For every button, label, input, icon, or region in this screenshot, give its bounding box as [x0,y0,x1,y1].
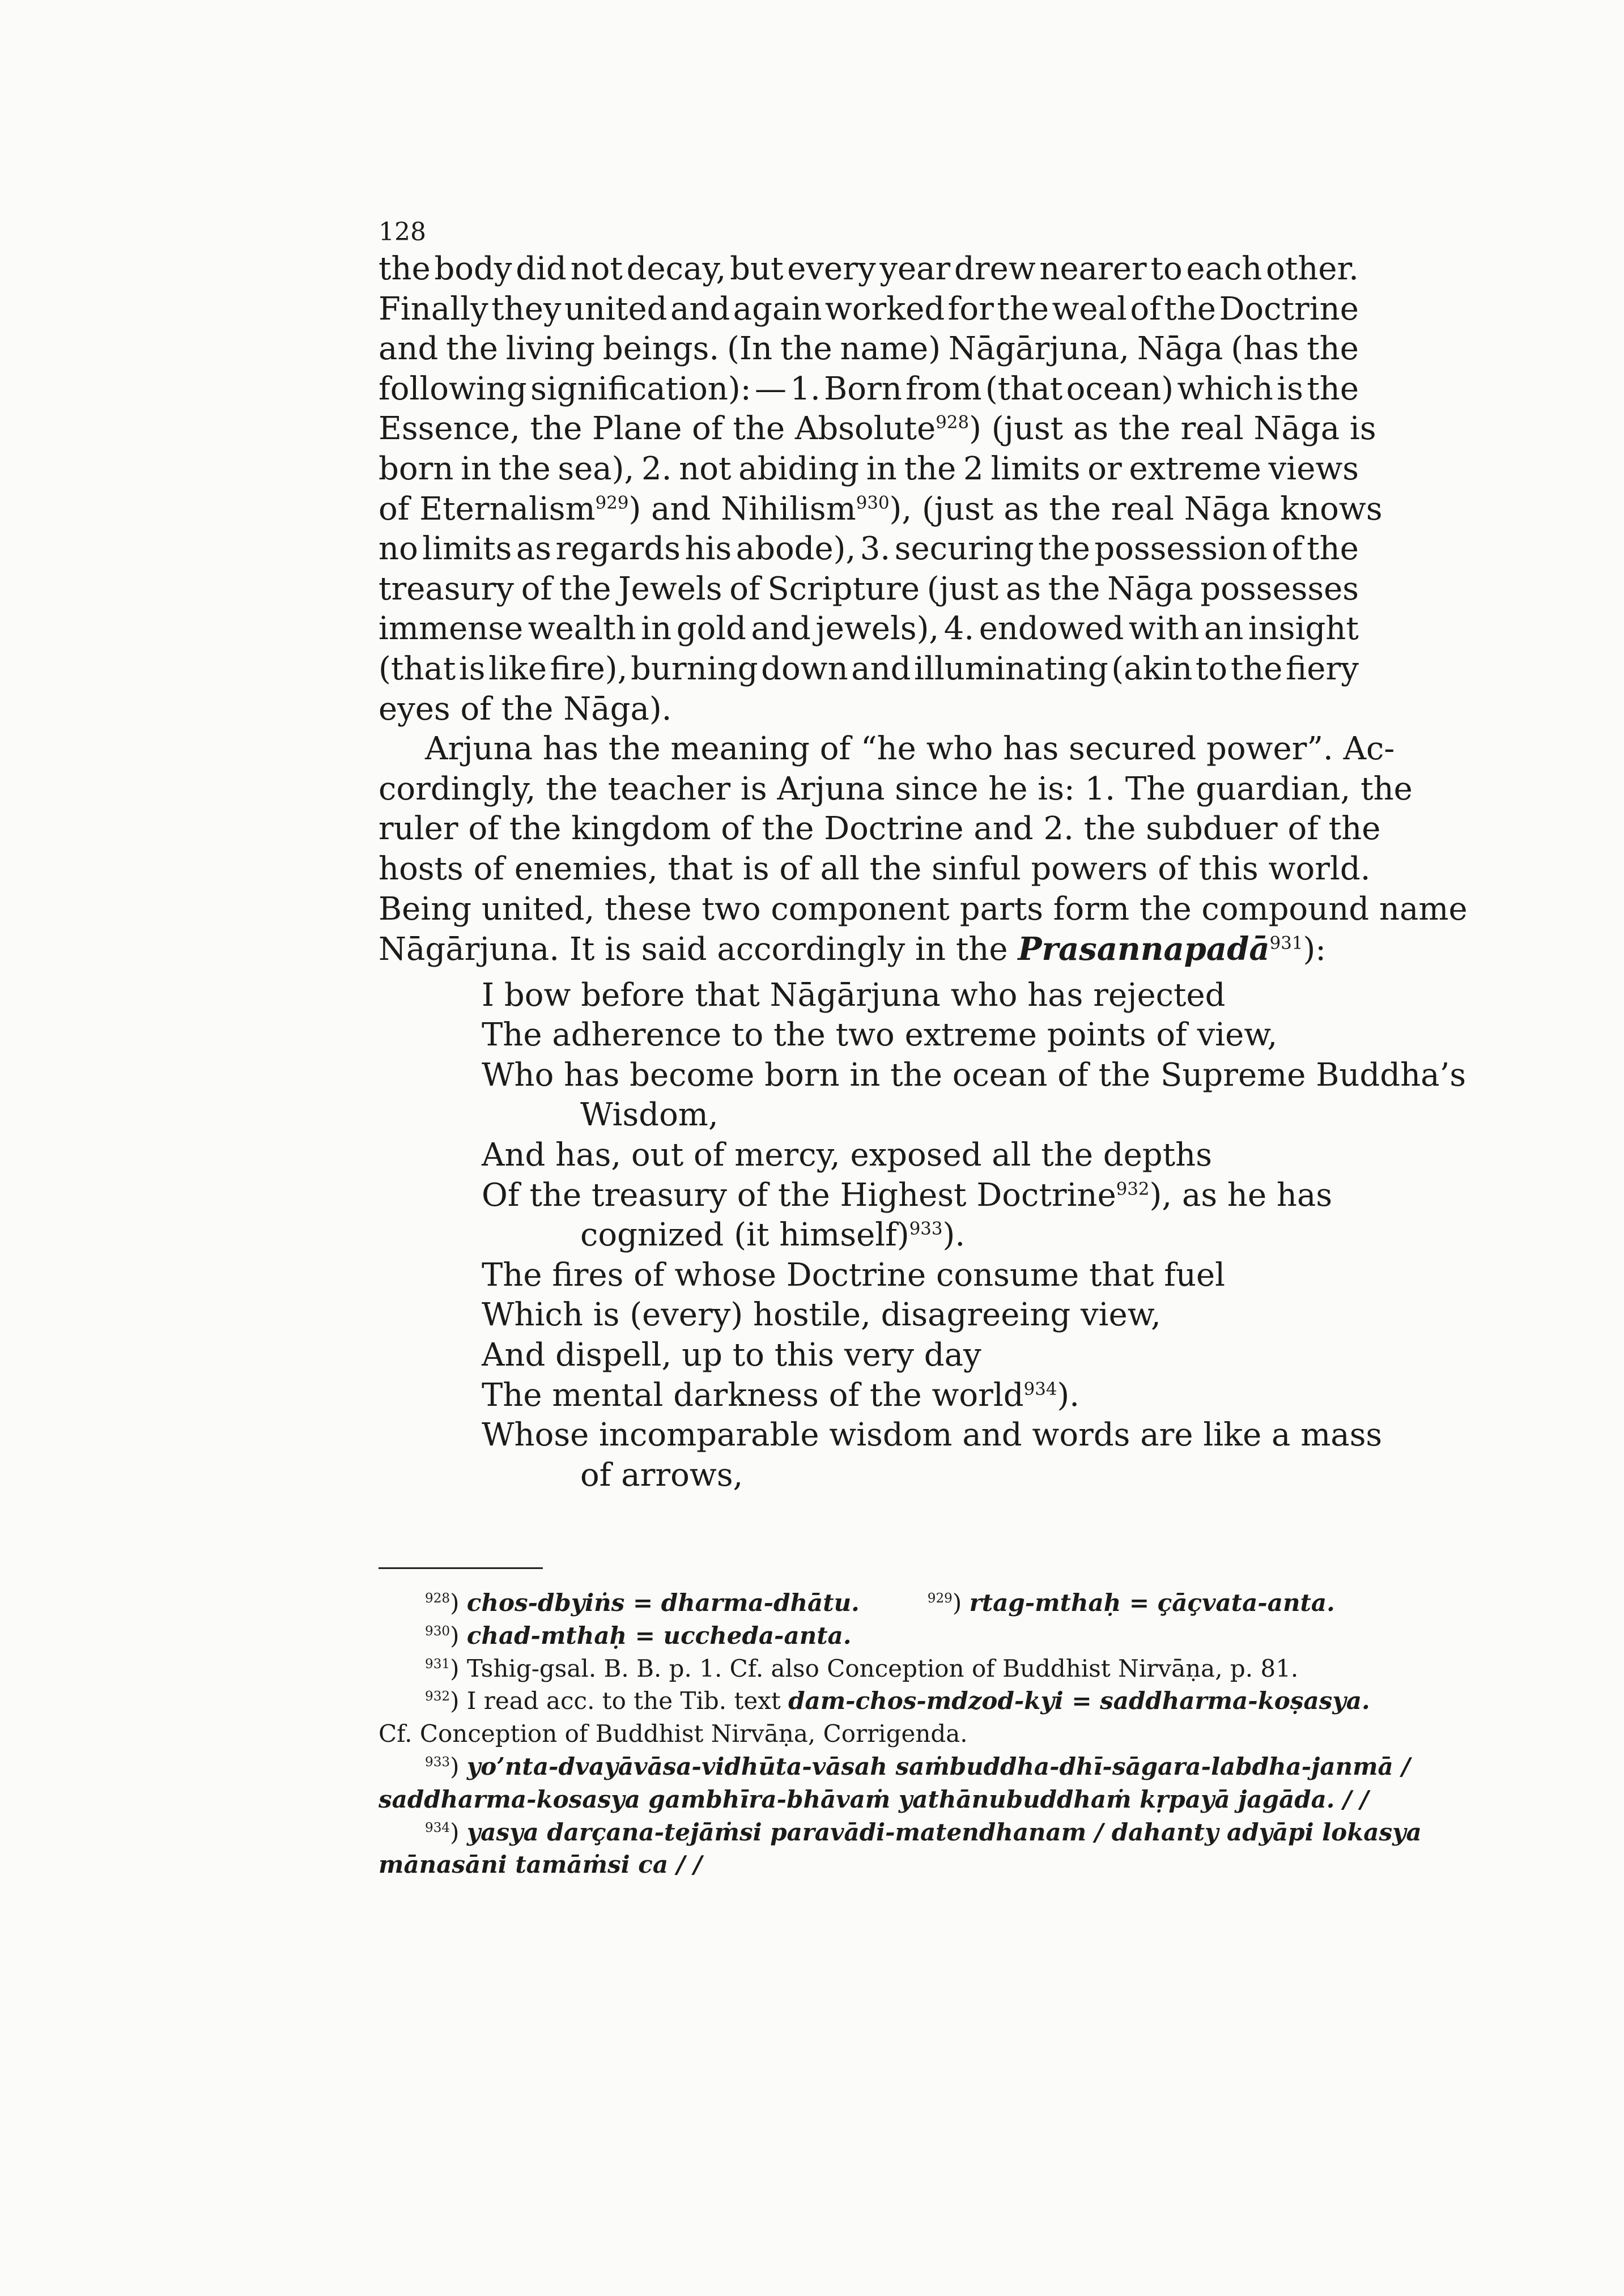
main-text [379,249,1468,1495]
verse-line: cognized (it himself)$^{933}$). [580,1217,966,1254]
verse-line: And dispell, up to this very day [482,1337,981,1374]
verse-line: of arrows, [580,1456,743,1494]
text-line: Arjuna has the meaning of “he who has secured power”. Ac- [425,730,1395,768]
footnote: $^{934}$) yasya darçana-tejāṁsi paravādi-matendhanam / dahanty adyāpi lokasya [425,1818,1422,1846]
verse-line: And has, out of mercy, exposed all the depths [482,1137,1212,1174]
text-line: eyes of the Nāga). [379,690,672,728]
footnote-ref: 929 [595,492,629,513]
text-line: ruler of the kingdom of the Doctrine and 2. the subduer of the [379,810,1381,848]
footnote: $^{928}$) chos-dbyiṅs = dharma-dhātu. $^{929}$) rtag-mthaḥ = çāçvata-anta. [425,1589,1335,1617]
text-line: no limits as regards his abode), 3. securing the possession of the [379,530,1359,568]
footnote-ref: 934 [1023,1378,1057,1399]
verse-line: The adherence to the two extreme points of view, [482,1017,1278,1054]
footnote-ref: 928 [936,412,970,433]
text-line: hosts of enemies, that is of all the sinful powers of this world. [379,850,1371,887]
footnote-ref: 933 [909,1218,943,1239]
text-line: Nāgārjuna. It is said accordingly in the Prasannapadā$^{931}$): [379,930,1327,968]
footnote-ref: 930 [856,492,890,513]
verse-line: Which is (every) hostile, disagreeing view, [482,1296,1161,1334]
text-line: immense wealth in gold and jewels), 4. endowed with an insight [379,610,1359,648]
text-line: Being united, these two component parts form the compound name [379,890,1468,928]
verse-block [379,976,1466,1496]
footnote-cont: mānasāni tamāṁsi ca / / [379,1851,703,1879]
text-line: Finally they united and again worked for the weal of the Doctrine [379,290,1359,328]
verse-line: The mental darkness of the world$^{934}$). [482,1376,1080,1414]
footnote: $^{932}$) I read acc. to the Tib. text dam-chos-mdzod-kyi = saddharma-koṣasya. [425,1687,1370,1715]
text-line: born in the sea), 2. not abiding in the 2 limits or extreme views [379,450,1359,487]
footnote-ref: 932 [1116,1179,1150,1199]
text-line: of Eternalism$^{929}$) and Nihilism$^{930}$), (just as the real Nāga knows [379,490,1383,528]
text-line: cordingly, the teacher is Arjuna since he is: 1. The guardian, the [379,770,1413,807]
footnote: $^{930}$) chad-mthaḥ = uccheda-anta. [425,1621,852,1649]
footnote-cont: saddharma-kosasya gambhīra-bhāvaṁ yathānubuddhaṁ kṛpayā jagāda. / / [379,1785,1369,1813]
text-line: the body did not decay, but every year drew nearer to each other. [379,250,1359,287]
text-line: treasury of the Jewels of Scripture (just as the Nāga possesses [379,570,1359,607]
verse-line: Wisdom, [580,1096,719,1134]
text-line: (that is like fire), burning down and illuminating (akin to the fiery [379,650,1359,687]
verse-line: Of the treasury of the Highest Doctrine$^{932}$), as he has [482,1176,1333,1214]
verse-line: Whose incomparable wisdom and words are like a mass [482,1417,1383,1454]
footnotes [379,1587,1422,1881]
verse-line: I bow before that Nāgārjuna who has rejected [482,976,1226,1014]
footnote-ref: 931 [1269,933,1303,954]
text-line: Essence, the Plane of the Absolute$^{928}$) (just as the real Nāga is [379,410,1376,448]
work-title: Prasannapadā [1018,930,1270,968]
footnote-cont: Cf. Conception of Buddhist Nirvāṇa, Corrigenda. [379,1720,968,1748]
verse-line: The fires of whose Doctrine consume that fuel [482,1256,1226,1294]
footnote: $^{931}$) Tshig-gsal. B. B. p. 1. Cf. also Conception of Buddhist Nirvāṇa, p. 81. [425,1654,1299,1682]
page-number: 128 [379,218,426,246]
verse-line: Who has become born in the ocean of the Supreme Buddha’s [482,1056,1466,1094]
text-line: and the living beings. (In the name) Nāgārjuna, Nāga (has the [379,330,1359,368]
footnote: $^{933}$) yo’nta-dvayāvāsa-vidhūta-vāsah saṁbuddha-dhī-sāgara-labdha-janmā / [425,1752,1410,1780]
footnote-separator [379,1567,543,1569]
text-line: following signification): — 1. Born from (that ocean) which is the [379,370,1359,407]
